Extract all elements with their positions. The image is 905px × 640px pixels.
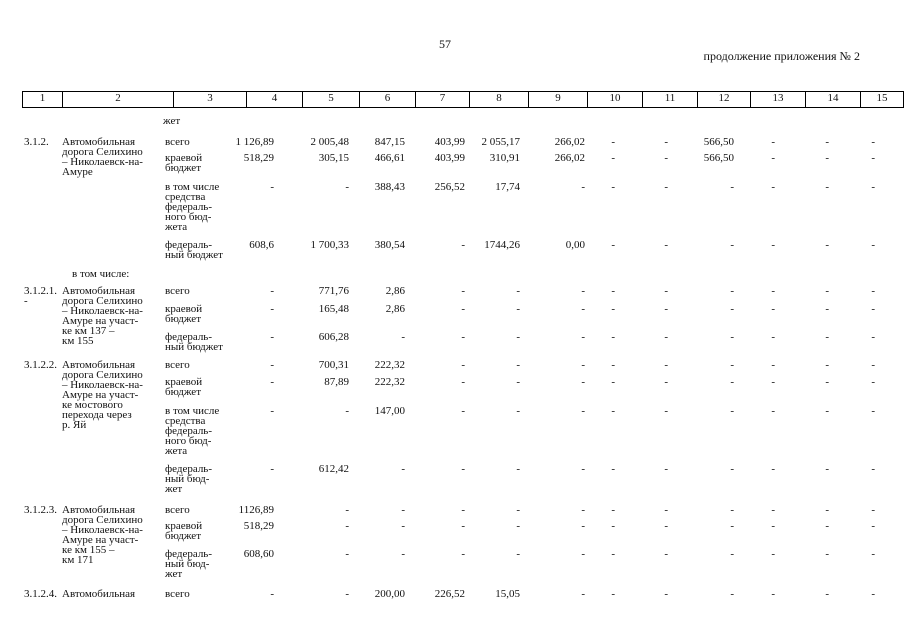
value-cell: 305,15 — [318, 152, 349, 164]
funding-source: всего — [165, 136, 190, 148]
value-cell: 222,32 — [374, 359, 405, 371]
value-cell: - — [871, 136, 875, 148]
value-cell: - — [825, 405, 829, 417]
value-cell: - — [611, 136, 615, 148]
value-cell: - — [581, 359, 585, 371]
column-header-1: 1 — [23, 92, 63, 108]
funding-source: в том числе средства федераль- ного бюд- жета — [165, 405, 220, 457]
value-cell: - — [664, 303, 668, 315]
value-cell: 566,50 — [703, 136, 734, 148]
column-header-10: 10 — [588, 92, 643, 108]
value-cell: - — [611, 520, 615, 532]
value-cell: - — [270, 359, 274, 371]
value-cell: - — [611, 548, 615, 560]
value-cell: 2 005,48 — [310, 136, 349, 148]
value-cell: 518,29 — [243, 152, 274, 164]
value-cell: - — [345, 504, 349, 516]
value-cell: - — [345, 181, 349, 193]
value-cell: - — [664, 285, 668, 297]
value-cell: - — [771, 463, 775, 475]
value-cell: - — [581, 504, 585, 516]
value-cell: - — [871, 520, 875, 532]
value-cell: 87,89 — [324, 376, 349, 388]
value-cell: - — [270, 285, 274, 297]
object-name: Автомобильная дорога Селихино – Николаевск-на- Амуре на участ- ке км 137 – км 155 — [62, 285, 143, 347]
value-cell: 17,74 — [495, 181, 520, 193]
value-cell: - — [825, 548, 829, 560]
value-cell: - — [664, 463, 668, 475]
value-cell: - — [730, 405, 734, 417]
value-cell: 380,54 — [374, 239, 405, 251]
value-cell: - — [730, 181, 734, 193]
row-number: 3.1.2.3. — [24, 504, 57, 516]
value-cell: - — [730, 285, 734, 297]
value-cell: - — [516, 359, 520, 371]
value-cell: - — [730, 303, 734, 315]
value-cell: - — [730, 588, 734, 600]
object-name: Автомобильная — [62, 588, 136, 600]
value-cell: - — [270, 405, 274, 417]
value-cell: - — [664, 376, 668, 388]
value-cell: - — [611, 239, 615, 251]
value-cell: - — [461, 359, 465, 371]
funding-source: всего — [165, 359, 190, 371]
value-cell: - — [461, 376, 465, 388]
value-cell: - — [611, 376, 615, 388]
value-cell: 466,61 — [374, 152, 405, 164]
row-number: 3.1.2.2. — [24, 359, 57, 371]
value-cell: 266,02 — [554, 136, 585, 148]
appendix-continuation-note: продолжение приложения № 2 — [703, 49, 860, 63]
value-cell: 165,48 — [318, 303, 349, 315]
value-cell: - — [730, 359, 734, 371]
value-cell: - — [581, 303, 585, 315]
value-cell: - — [611, 152, 615, 164]
value-cell: - — [401, 520, 405, 532]
funding-source: краевой бюджет — [165, 376, 203, 398]
value-cell: - — [730, 504, 734, 516]
value-cell: - — [581, 588, 585, 600]
value-cell: - — [401, 331, 405, 343]
value-cell: - — [664, 405, 668, 417]
value-cell: - — [825, 285, 829, 297]
value-cell: - — [270, 463, 274, 475]
value-cell: - — [771, 181, 775, 193]
value-cell: - — [461, 303, 465, 315]
value-cell: - — [461, 520, 465, 532]
value-cell: - — [581, 331, 585, 343]
funding-source: федераль- ный бюджет — [165, 331, 223, 353]
funding-source: всего — [165, 285, 190, 297]
value-cell: 612,42 — [318, 463, 349, 475]
value-cell: - — [871, 331, 875, 343]
value-cell: - — [871, 359, 875, 371]
funding-source: в том числе средства федераль- ного бюд- жета — [165, 181, 220, 233]
value-cell: - — [771, 405, 775, 417]
value-cell: - — [871, 588, 875, 600]
value-cell: 1126,89 — [238, 504, 274, 516]
truncated-text: жет — [163, 115, 181, 127]
value-cell: - — [581, 548, 585, 560]
value-cell: - — [611, 405, 615, 417]
value-cell: - — [771, 285, 775, 297]
value-cell: 608,6 — [249, 239, 274, 251]
value-cell: 700,31 — [318, 359, 349, 371]
value-cell: - — [516, 548, 520, 560]
value-cell: 200,00 — [374, 588, 405, 600]
funding-source: краевой бюджет — [165, 303, 203, 325]
value-cell: - — [461, 463, 465, 475]
value-cell: - — [345, 520, 349, 532]
value-cell: - — [871, 152, 875, 164]
value-cell: - — [270, 181, 274, 193]
funding-source: краевой бюджет — [165, 520, 203, 542]
column-header-6: 6 — [360, 92, 416, 108]
value-cell: - — [611, 303, 615, 315]
value-cell: - — [516, 405, 520, 417]
value-cell: - — [461, 331, 465, 343]
value-cell: - — [825, 376, 829, 388]
value-cell: 2 055,17 — [481, 136, 520, 148]
value-cell: 608,60 — [243, 548, 274, 560]
value-cell: - — [664, 181, 668, 193]
value-cell: 226,52 — [434, 588, 465, 600]
value-cell: - — [771, 504, 775, 516]
value-cell: - — [345, 548, 349, 560]
value-cell: - — [581, 285, 585, 297]
row-number: 3.1.2. — [24, 136, 49, 148]
column-header-5: 5 — [303, 92, 360, 108]
value-cell: - — [516, 520, 520, 532]
value-cell: - — [664, 331, 668, 343]
value-cell: - — [611, 504, 615, 516]
value-cell: - — [871, 303, 875, 315]
value-cell: - — [611, 285, 615, 297]
value-cell: 1744,26 — [484, 239, 520, 251]
value-cell: - — [345, 588, 349, 600]
value-cell: - — [270, 588, 274, 600]
value-cell: - — [581, 376, 585, 388]
value-cell: - — [401, 548, 405, 560]
value-cell: - — [664, 136, 668, 148]
column-header-3: 3 — [174, 92, 247, 108]
value-cell: - — [730, 239, 734, 251]
value-cell: - — [516, 463, 520, 475]
value-cell: 403,99 — [434, 136, 465, 148]
value-cell: 1 700,33 — [310, 239, 349, 251]
funding-source: федераль- ный бюджет — [165, 239, 223, 261]
value-cell: - — [825, 181, 829, 193]
value-cell: - — [871, 239, 875, 251]
column-header-9: 9 — [529, 92, 588, 108]
value-cell: - — [871, 285, 875, 297]
value-cell: - — [730, 376, 734, 388]
column-header-11: 11 — [643, 92, 698, 108]
value-cell: - — [771, 331, 775, 343]
value-cell: - — [611, 331, 615, 343]
value-cell: - — [270, 376, 274, 388]
value-cell: 388,43 — [374, 181, 405, 193]
value-cell: 256,52 — [434, 181, 465, 193]
column-header-7: 7 — [416, 92, 470, 108]
value-cell: - — [825, 331, 829, 343]
value-cell: - — [730, 548, 734, 560]
row-number: 3.1.2.1. - — [24, 285, 57, 307]
value-cell: - — [581, 181, 585, 193]
value-cell: - — [461, 405, 465, 417]
value-cell: 147,00 — [374, 405, 405, 417]
value-cell: - — [664, 239, 668, 251]
value-cell: - — [461, 285, 465, 297]
column-header-2: 2 — [63, 92, 174, 108]
funding-source: всего — [165, 504, 190, 516]
value-cell: - — [825, 136, 829, 148]
value-cell: - — [581, 520, 585, 532]
value-cell: 266,02 — [554, 152, 585, 164]
funding-source: федераль- ный бюд- жет — [165, 548, 212, 580]
value-cell: 0,00 — [565, 239, 585, 251]
value-cell: 2,86 — [385, 303, 405, 315]
value-cell: - — [516, 285, 520, 297]
value-cell: - — [771, 548, 775, 560]
value-cell: - — [664, 359, 668, 371]
column-header-15: 15 — [861, 92, 904, 108]
value-cell: - — [461, 548, 465, 560]
value-cell: - — [664, 152, 668, 164]
value-cell: - — [825, 463, 829, 475]
value-cell: 403,99 — [434, 152, 465, 164]
object-name: Автомобильная дорога Селихино – Николаевск-на- Амуре — [62, 136, 143, 178]
value-cell: - — [270, 331, 274, 343]
object-name: Автомобильная дорога Селихино – Николаевск-на- Амуре на участ- ке мостового перехода через р. Яй — [62, 359, 143, 431]
value-cell: - — [771, 239, 775, 251]
value-cell: - — [516, 331, 520, 343]
value-cell: - — [461, 239, 465, 251]
column-header-8: 8 — [470, 92, 529, 108]
value-cell: - — [581, 405, 585, 417]
value-cell: - — [825, 152, 829, 164]
value-cell: - — [825, 520, 829, 532]
value-cell: - — [771, 136, 775, 148]
value-cell: - — [871, 463, 875, 475]
value-cell: - — [401, 504, 405, 516]
value-cell: - — [270, 303, 274, 315]
value-cell: 1 126,89 — [235, 136, 274, 148]
row-number: 3.1.2.4. — [24, 588, 57, 600]
funding-source: федераль- ный бюд- жет — [165, 463, 212, 495]
header-row — [23, 92, 904, 108]
value-cell: - — [611, 588, 615, 600]
value-cell: - — [664, 504, 668, 516]
column-header-14: 14 — [806, 92, 861, 108]
value-cell: - — [771, 152, 775, 164]
funding-source: краевой бюджет — [165, 152, 203, 174]
value-cell: - — [516, 303, 520, 315]
funding-source: всего — [165, 588, 190, 600]
column-header-12: 12 — [698, 92, 751, 108]
value-cell: - — [825, 239, 829, 251]
value-cell: - — [401, 463, 405, 475]
value-cell: 771,76 — [318, 285, 349, 297]
value-cell: - — [825, 588, 829, 600]
value-cell: - — [664, 548, 668, 560]
value-cell: 15,05 — [495, 588, 520, 600]
value-cell: - — [771, 376, 775, 388]
value-cell: - — [825, 504, 829, 516]
object-name: Автомобильная дорога Селихино – Николаевск-на- Амуре на участ- ке км 155 – км 171 — [62, 504, 143, 566]
value-cell: - — [611, 463, 615, 475]
value-cell: - — [611, 181, 615, 193]
value-cell: - — [516, 376, 520, 388]
column-header-13: 13 — [751, 92, 806, 108]
value-cell: - — [871, 405, 875, 417]
value-cell: 222,32 — [374, 376, 405, 388]
value-cell: - — [871, 504, 875, 516]
value-cell: - — [825, 303, 829, 315]
value-cell: - — [771, 359, 775, 371]
value-cell: - — [516, 504, 520, 516]
value-cell: - — [871, 548, 875, 560]
page-number: 57 — [439, 37, 451, 51]
value-cell: - — [871, 181, 875, 193]
value-cell: - — [581, 463, 585, 475]
value-cell: - — [771, 520, 775, 532]
value-cell: 310,91 — [489, 152, 520, 164]
value-cell: - — [771, 588, 775, 600]
value-cell: 518,29 — [243, 520, 274, 532]
value-cell: - — [825, 359, 829, 371]
value-cell: 2,86 — [385, 285, 405, 297]
value-cell: - — [871, 376, 875, 388]
value-cell: - — [730, 331, 734, 343]
value-cell: - — [771, 303, 775, 315]
value-cell: - — [664, 588, 668, 600]
value-cell: - — [730, 520, 734, 532]
value-cell: - — [664, 520, 668, 532]
value-cell: - — [345, 405, 349, 417]
value-cell: 606,28 — [318, 331, 349, 343]
value-cell: - — [611, 359, 615, 371]
column-header-4: 4 — [247, 92, 303, 108]
value-cell: - — [730, 463, 734, 475]
subheading-including: в том числе: — [72, 268, 130, 280]
column-number-header — [22, 91, 904, 108]
value-cell: 847,15 — [374, 136, 405, 148]
value-cell: 566,50 — [703, 152, 734, 164]
value-cell: - — [461, 504, 465, 516]
